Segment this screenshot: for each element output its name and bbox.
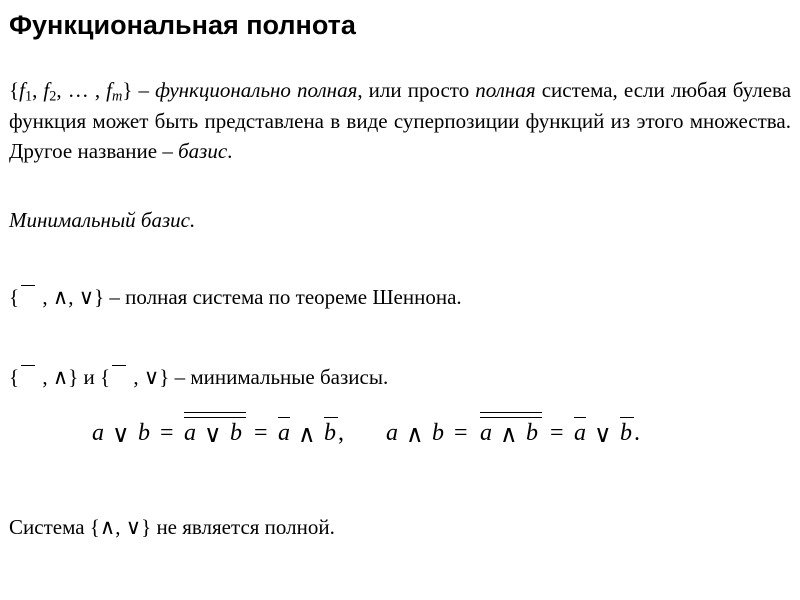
var-b: b [432, 420, 444, 446]
page-title: Функциональная полнота [9, 10, 356, 40]
subscript-2: 2 [49, 88, 57, 105]
equals-sign: = [550, 420, 564, 446]
negation-bar [324, 417, 338, 418]
definition-paragraph [9, 75, 791, 167]
var-a: a [480, 420, 492, 446]
set-open-brace: { [9, 78, 20, 102]
separator: , [32, 78, 44, 102]
negation-bar [620, 417, 634, 418]
double-negation-bar [480, 417, 542, 418]
double-negation-bar [480, 412, 542, 413]
de-morgan-formula [92, 410, 692, 460]
var-a: a [92, 420, 104, 446]
negation-bar-symbol [21, 285, 35, 300]
var-b: b [324, 420, 336, 446]
negation-bar-symbol [21, 365, 35, 380]
period: . [634, 420, 640, 446]
equals-sign: = [454, 420, 468, 446]
definition-text: . [227, 139, 233, 163]
definition-text: , или просто [357, 78, 476, 102]
basis-operators: , ∧} [37, 365, 79, 389]
subscript-1: 1 [24, 88, 33, 105]
function-symbol: f [106, 78, 113, 102]
function-symbol: f [43, 78, 50, 102]
equals-sign: = [254, 420, 268, 446]
comma: , [338, 420, 344, 446]
var-a: a [386, 420, 398, 446]
and-operator: ∧ [406, 422, 424, 448]
function-symbol: f [19, 78, 25, 102]
negation-bar [278, 417, 290, 418]
set-open-brace: { [100, 365, 111, 389]
not-complete-text: не является полной. [151, 515, 335, 539]
or-operator: ∨ [112, 422, 130, 448]
definition-text: система, если любая булева функция может быть представлена в виде суперпозиции функций из этого множества. Другое название – [9, 78, 792, 163]
set-open-brace: { [9, 285, 20, 309]
var-b: b [620, 420, 632, 446]
minimal-basis-label: Минимальный базис. [9, 208, 196, 232]
var-b: b [526, 420, 538, 446]
double-negation-bar [184, 417, 246, 418]
and-operator: ∧ [500, 422, 518, 448]
var-b: b [230, 420, 242, 446]
minimal-bases-line [9, 365, 388, 390]
basis-operators: , ∨} [128, 365, 170, 389]
and-word: и [78, 365, 101, 389]
not-complete-line [9, 515, 335, 540]
set-open-brace: { [9, 365, 20, 389]
dash: – [132, 78, 156, 102]
term-functionally-complete: функционально полная [155, 78, 358, 102]
var-b: b [138, 420, 150, 446]
var-a: a [278, 420, 290, 446]
negation-bar [574, 417, 586, 418]
negation-bar-symbol [112, 365, 126, 380]
subscript-m: m [112, 88, 123, 105]
shannon-line [9, 285, 462, 310]
shannon-operators: , ∧, ∨} [37, 285, 105, 309]
shannon-text: – полная система по теореме Шеннона. [104, 285, 462, 309]
var-a: a [574, 420, 586, 446]
minimal-bases-text: – минимальные базисы. [169, 365, 389, 389]
separator: , … , [56, 78, 107, 102]
or-operator: ∨ [594, 422, 612, 448]
and-operator: ∧ [298, 422, 316, 448]
var-a: a [184, 420, 196, 446]
not-complete-prefix: Система [9, 515, 90, 539]
set-close-brace: } [122, 78, 133, 102]
term-complete: полная [475, 78, 536, 102]
double-negation-bar [184, 412, 246, 413]
equals-sign: = [160, 420, 174, 446]
operator-set: {∧, ∨} [89, 515, 152, 539]
or-operator: ∨ [204, 422, 222, 448]
term-basis: базис [178, 139, 228, 163]
